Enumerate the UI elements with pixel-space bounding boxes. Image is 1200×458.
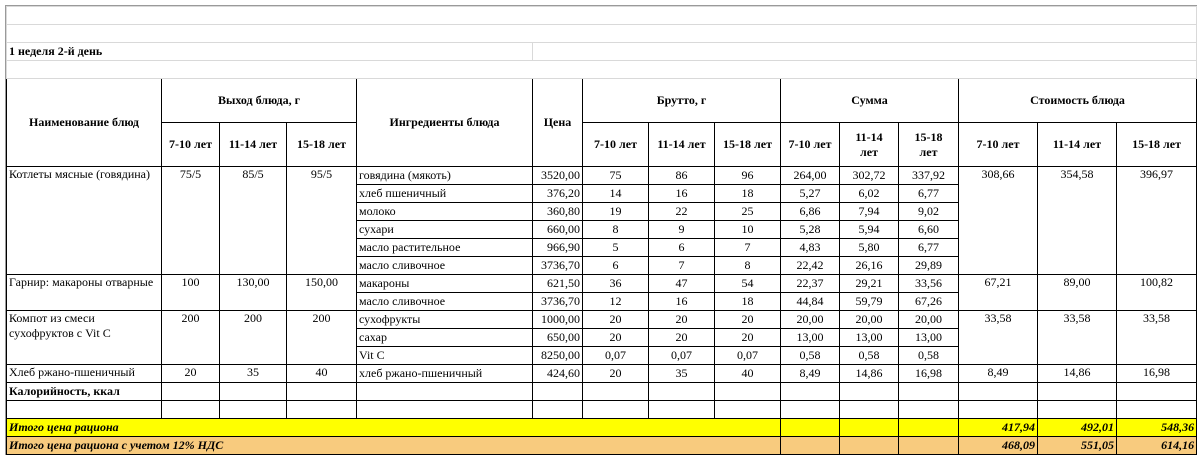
ingredient-sum[interactable]: 0,58 bbox=[781, 347, 840, 365]
ingredient-brutto[interactable]: 47 bbox=[649, 275, 715, 293]
ingredient-price[interactable]: 8250,00 bbox=[533, 347, 583, 365]
empty-cell[interactable] bbox=[781, 419, 840, 437]
ingredient-brutto[interactable]: 0,07 bbox=[649, 347, 715, 365]
ingredient-sum[interactable]: 26,16 bbox=[840, 257, 899, 275]
empty-cell[interactable] bbox=[899, 437, 959, 455]
ingredient-brutto[interactable]: 7 bbox=[649, 257, 715, 275]
ingredient-name[interactable]: сухофрукты bbox=[357, 311, 533, 329]
ingredient-name[interactable]: масло сливочное bbox=[357, 293, 533, 311]
total-label[interactable]: Итого цена рациона bbox=[7, 419, 781, 437]
ingredient-sum[interactable]: 5,94 bbox=[840, 221, 899, 239]
header-sum-11-14[interactable]: 11-14 лет bbox=[840, 123, 899, 167]
table-row bbox=[7, 365, 1197, 383]
empty-cell[interactable] bbox=[1038, 383, 1117, 401]
dish-output[interactable]: 40 bbox=[287, 365, 357, 383]
ingredient-name[interactable]: масло сливочное bbox=[357, 257, 533, 275]
total-value[interactable]: 548,36 bbox=[1117, 419, 1197, 437]
calories-row bbox=[7, 383, 1197, 401]
empty-cell[interactable] bbox=[162, 401, 220, 419]
ingredient-price[interactable]: 3520,00 bbox=[533, 167, 583, 185]
empty-cell[interactable] bbox=[533, 401, 583, 419]
header-output-11-14[interactable]: 11-14 лет bbox=[220, 123, 287, 167]
dish-cost[interactable]: 33,58 bbox=[1038, 311, 1117, 365]
ingredient-sum[interactable]: 8,49 bbox=[781, 365, 840, 383]
ingredient-sum[interactable]: 9,02 bbox=[899, 203, 959, 221]
total-vat-row bbox=[7, 437, 1197, 455]
empty-row bbox=[7, 401, 1197, 419]
spreadsheet bbox=[5, 5, 1197, 455]
ingredient-brutto[interactable]: 8 bbox=[583, 221, 649, 239]
ingredient-brutto[interactable]: 20 bbox=[715, 311, 781, 329]
empty-cell[interactable] bbox=[287, 383, 357, 401]
ingredient-price[interactable]: 3736,70 bbox=[533, 257, 583, 275]
header-sum-7-10[interactable]: 7-10 лет bbox=[781, 123, 840, 167]
empty-cell[interactable] bbox=[840, 419, 899, 437]
menu-cost-table bbox=[6, 6, 1197, 455]
ingredient-brutto[interactable]: 25 bbox=[715, 203, 781, 221]
dish-output[interactable]: 200 bbox=[162, 311, 220, 365]
total-value[interactable]: 417,94 bbox=[959, 419, 1038, 437]
empty-cell[interactable] bbox=[7, 401, 162, 419]
header-cost-11-14[interactable]: 11-14 лет bbox=[1038, 123, 1117, 167]
empty-cell[interactable] bbox=[781, 437, 840, 455]
header-brutto-7-10[interactable]: 7-10 лет bbox=[583, 123, 649, 167]
ingredient-name[interactable]: сахар bbox=[357, 329, 533, 347]
ingredient-brutto[interactable]: 35 bbox=[649, 365, 715, 383]
empty-row[interactable] bbox=[7, 7, 1197, 25]
empty-cell[interactable] bbox=[899, 401, 959, 419]
ingredient-sum[interactable]: 5,80 bbox=[840, 239, 899, 257]
ingredient-sum[interactable]: 13,00 bbox=[840, 329, 899, 347]
total-value[interactable]: 614,16 bbox=[1117, 437, 1197, 455]
ingredient-brutto[interactable]: 8 bbox=[715, 257, 781, 275]
ingredient-brutto[interactable]: 14 bbox=[583, 185, 649, 203]
header-output-15-18[interactable]: 15-18 лет bbox=[287, 123, 357, 167]
empty-cell[interactable] bbox=[220, 383, 287, 401]
empty-cell[interactable] bbox=[840, 401, 899, 419]
ingredient-sum[interactable]: 29,21 bbox=[840, 275, 899, 293]
dish-name[interactable]: Компот из смеси сухофруктов с Vit C bbox=[7, 311, 162, 365]
dish-output[interactable]: 20 bbox=[162, 365, 220, 383]
empty-cell[interactable] bbox=[781, 383, 840, 401]
dish-output[interactable]: 100 bbox=[162, 275, 220, 311]
header-brutto-11-14[interactable]: 11-14 лет bbox=[649, 123, 715, 167]
ingredient-price[interactable]: 360,80 bbox=[533, 203, 583, 221]
ingredient-name[interactable]: говядина (мякоть) bbox=[357, 167, 533, 185]
empty-cell[interactable] bbox=[1038, 401, 1117, 419]
ingredient-price[interactable]: 376,20 bbox=[533, 185, 583, 203]
ingredient-sum[interactable]: 16,98 bbox=[899, 365, 959, 383]
total-label[interactable]: Итого цена рациона с учетом 12% НДС bbox=[7, 437, 781, 455]
ingredient-sum[interactable]: 302,72 bbox=[840, 167, 899, 185]
dish-output[interactable]: 35 bbox=[220, 365, 287, 383]
empty-cell[interactable] bbox=[162, 383, 220, 401]
ingredient-sum[interactable]: 6,02 bbox=[840, 185, 899, 203]
ingredient-brutto[interactable]: 0,07 bbox=[715, 347, 781, 365]
ingredient-price[interactable]: 650,00 bbox=[533, 329, 583, 347]
total-value[interactable]: 468,09 bbox=[959, 437, 1038, 455]
empty-cell[interactable] bbox=[220, 401, 287, 419]
header-dish-name[interactable]: Наименование блюд bbox=[7, 79, 162, 167]
header-brutto[interactable]: Брутто, г bbox=[583, 79, 781, 123]
dish-output[interactable]: 130,00 bbox=[220, 275, 287, 311]
ingredient-brutto[interactable]: 16 bbox=[649, 293, 715, 311]
dish-cost[interactable]: 100,82 bbox=[1117, 275, 1197, 311]
ingredient-brutto[interactable]: 5 bbox=[583, 239, 649, 257]
header-sum[interactable]: Сумма bbox=[781, 79, 959, 123]
dish-output[interactable]: 75/5 bbox=[162, 167, 220, 275]
ingredient-brutto[interactable]: 36 bbox=[583, 275, 649, 293]
empty-cell[interactable] bbox=[1117, 383, 1197, 401]
empty-cell[interactable] bbox=[649, 401, 715, 419]
ingredient-brutto[interactable]: 40 bbox=[715, 365, 781, 383]
ingredient-sum[interactable]: 67,26 bbox=[899, 293, 959, 311]
ingredient-brutto[interactable]: 86 bbox=[649, 167, 715, 185]
ingredient-brutto[interactable]: 20 bbox=[649, 329, 715, 347]
ingredient-name[interactable]: сухари bbox=[357, 221, 533, 239]
header-output[interactable]: Выход блюда, г bbox=[162, 79, 357, 123]
ingredient-name[interactable]: хлеб ржано-пшеничный bbox=[357, 365, 533, 383]
ingredient-name[interactable]: макароны bbox=[357, 275, 533, 293]
ingredient-price[interactable]: 1000,00 bbox=[533, 311, 583, 329]
ingredient-sum[interactable]: 264,00 bbox=[781, 167, 840, 185]
empty-cell[interactable] bbox=[357, 401, 533, 419]
ingredient-sum[interactable]: 44,84 bbox=[781, 293, 840, 311]
ingredient-sum[interactable]: 5,27 bbox=[781, 185, 840, 203]
ingredient-sum[interactable]: 6,77 bbox=[899, 185, 959, 203]
ingredient-sum[interactable]: 20,00 bbox=[840, 311, 899, 329]
empty-cell[interactable] bbox=[583, 383, 649, 401]
ingredient-brutto[interactable]: 96 bbox=[715, 167, 781, 185]
ingredient-price[interactable]: 660,00 bbox=[533, 221, 583, 239]
dish-output[interactable]: 200 bbox=[287, 311, 357, 365]
empty-cell[interactable] bbox=[583, 401, 649, 419]
ingredient-brutto[interactable]: 6 bbox=[583, 257, 649, 275]
ingredient-price[interactable]: 424,60 bbox=[533, 365, 583, 383]
ingredient-sum[interactable]: 337,92 bbox=[899, 167, 959, 185]
empty-cell[interactable] bbox=[959, 383, 1038, 401]
ingredient-sum[interactable]: 22,42 bbox=[781, 257, 840, 275]
dish-output[interactable]: 200 bbox=[220, 311, 287, 365]
empty-cell[interactable] bbox=[959, 401, 1038, 419]
total-row bbox=[7, 419, 1197, 437]
dish-cost[interactable]: 33,58 bbox=[1117, 311, 1197, 365]
ingredient-name[interactable]: масло растительное bbox=[357, 239, 533, 257]
dish-name[interactable]: Котлеты мясные (говядина) bbox=[7, 167, 162, 275]
ingredient-brutto[interactable]: 19 bbox=[583, 203, 649, 221]
empty-cell[interactable] bbox=[781, 401, 840, 419]
empty-row[interactable] bbox=[7, 61, 1197, 79]
dish-cost[interactable]: 16,98 bbox=[1117, 365, 1197, 383]
empty-cell[interactable] bbox=[287, 401, 357, 419]
ingredient-sum[interactable]: 6,77 bbox=[899, 239, 959, 257]
ingredient-sum[interactable]: 13,00 bbox=[899, 329, 959, 347]
ingredient-sum[interactable]: 59,79 bbox=[840, 293, 899, 311]
ingredient-brutto[interactable]: 22 bbox=[649, 203, 715, 221]
ingredient-brutto[interactable]: 7 bbox=[715, 239, 781, 257]
dish-cost[interactable]: 8,49 bbox=[959, 365, 1038, 383]
ingredient-sum[interactable]: 14,86 bbox=[840, 365, 899, 383]
ingredient-brutto[interactable]: 6 bbox=[649, 239, 715, 257]
header-cost-15-18[interactable]: 15-18 лет bbox=[1117, 123, 1197, 167]
table-row bbox=[7, 311, 1197, 329]
ingredient-sum[interactable]: 0,58 bbox=[899, 347, 959, 365]
header-price[interactable]: Цена bbox=[533, 79, 583, 167]
ingredient-brutto[interactable]: 20 bbox=[583, 329, 649, 347]
table-row bbox=[7, 275, 1197, 293]
ingredient-name[interactable]: хлеб пшеничный bbox=[357, 185, 533, 203]
dish-cost[interactable]: 67,21 bbox=[959, 275, 1038, 311]
total-value[interactable]: 551,05 bbox=[1038, 437, 1117, 455]
empty-cell[interactable] bbox=[533, 383, 583, 401]
ingredient-brutto[interactable]: 20 bbox=[649, 311, 715, 329]
ingredient-brutto[interactable]: 20 bbox=[583, 311, 649, 329]
dish-cost[interactable]: 308,66 bbox=[959, 167, 1038, 275]
total-value[interactable]: 492,01 bbox=[1038, 419, 1117, 437]
ingredient-name[interactable]: молоко bbox=[357, 203, 533, 221]
ingredient-brutto[interactable]: 10 bbox=[715, 221, 781, 239]
dish-cost[interactable]: 354,58 bbox=[1038, 167, 1117, 275]
ingredient-sum[interactable]: 4,83 bbox=[781, 239, 840, 257]
ingredient-sum[interactable]: 0,58 bbox=[840, 347, 899, 365]
ingredient-sum[interactable]: 5,28 bbox=[781, 221, 840, 239]
ingredient-brutto[interactable]: 18 bbox=[715, 185, 781, 203]
ingredient-brutto[interactable]: 20 bbox=[715, 329, 781, 347]
header-sum-15-18[interactable]: 15-18 лет bbox=[899, 123, 959, 167]
empty-cell[interactable] bbox=[649, 383, 715, 401]
dish-cost[interactable]: 33,58 bbox=[959, 311, 1038, 365]
dish-cost[interactable]: 89,00 bbox=[1038, 275, 1117, 311]
empty-row[interactable] bbox=[7, 25, 1197, 43]
empty-cell[interactable] bbox=[840, 437, 899, 455]
header-cost[interactable]: Стоимость блюда bbox=[959, 79, 1197, 123]
day-title[interactable]: 1 неделя 2-й день bbox=[7, 43, 533, 61]
ingredient-sum[interactable]: 6,60 bbox=[899, 221, 959, 239]
ingredient-sum[interactable]: 20,00 bbox=[899, 311, 959, 329]
ingredient-sum[interactable]: 13,00 bbox=[781, 329, 840, 347]
dish-output[interactable]: 95/5 bbox=[287, 167, 357, 275]
dish-output[interactable]: 85/5 bbox=[220, 167, 287, 275]
ingredient-brutto[interactable]: 16 bbox=[649, 185, 715, 203]
empty-cell[interactable] bbox=[715, 383, 781, 401]
empty-cell[interactable] bbox=[357, 383, 533, 401]
ingredient-brutto[interactable]: 9 bbox=[649, 221, 715, 239]
empty-cell[interactable] bbox=[899, 419, 959, 437]
dish-output[interactable]: 150,00 bbox=[287, 275, 357, 311]
ingredient-sum[interactable]: 20,00 bbox=[781, 311, 840, 329]
ingredient-brutto[interactable]: 12 bbox=[583, 293, 649, 311]
dish-cost[interactable]: 14,86 bbox=[1038, 365, 1117, 383]
ingredient-sum[interactable]: 7,94 bbox=[840, 203, 899, 221]
ingredient-brutto[interactable]: 18 bbox=[715, 293, 781, 311]
header-brutto-15-18[interactable]: 15-18 лет bbox=[715, 123, 781, 167]
empty-cell[interactable] bbox=[1117, 401, 1197, 419]
ingredient-price[interactable]: 966,90 bbox=[533, 239, 583, 257]
ingredient-sum[interactable]: 29,89 bbox=[899, 257, 959, 275]
header-ingredients[interactable]: Ингредиенты блюда bbox=[357, 79, 533, 167]
ingredient-sum[interactable]: 33,56 bbox=[899, 275, 959, 293]
empty-cell[interactable] bbox=[899, 383, 959, 401]
header-output-7-10[interactable]: 7-10 лет bbox=[162, 123, 220, 167]
ingredient-brutto[interactable]: 54 bbox=[715, 275, 781, 293]
ingredient-sum[interactable]: 22,37 bbox=[781, 275, 840, 293]
ingredient-name[interactable]: Vit C bbox=[357, 347, 533, 365]
dish-name[interactable]: Хлеб ржано-пшеничный bbox=[7, 365, 162, 383]
ingredient-price[interactable]: 3736,70 bbox=[533, 293, 583, 311]
ingredient-price[interactable]: 621,50 bbox=[533, 275, 583, 293]
ingredient-sum[interactable]: 6,86 bbox=[781, 203, 840, 221]
ingredient-brutto[interactable]: 75 bbox=[583, 167, 649, 185]
dish-name[interactable]: Гарнир: макароны отварные bbox=[7, 275, 162, 311]
ingredient-brutto[interactable]: 20 bbox=[583, 365, 649, 383]
empty-cell[interactable] bbox=[840, 383, 899, 401]
table-row bbox=[7, 167, 1197, 185]
calories-label[interactable]: Калорийность, ккал bbox=[7, 383, 162, 401]
empty-cell[interactable] bbox=[715, 401, 781, 419]
ingredient-brutto[interactable]: 0,07 bbox=[583, 347, 649, 365]
dish-cost[interactable]: 396,97 bbox=[1117, 167, 1197, 275]
header-cost-7-10[interactable]: 7-10 лет bbox=[959, 123, 1038, 167]
